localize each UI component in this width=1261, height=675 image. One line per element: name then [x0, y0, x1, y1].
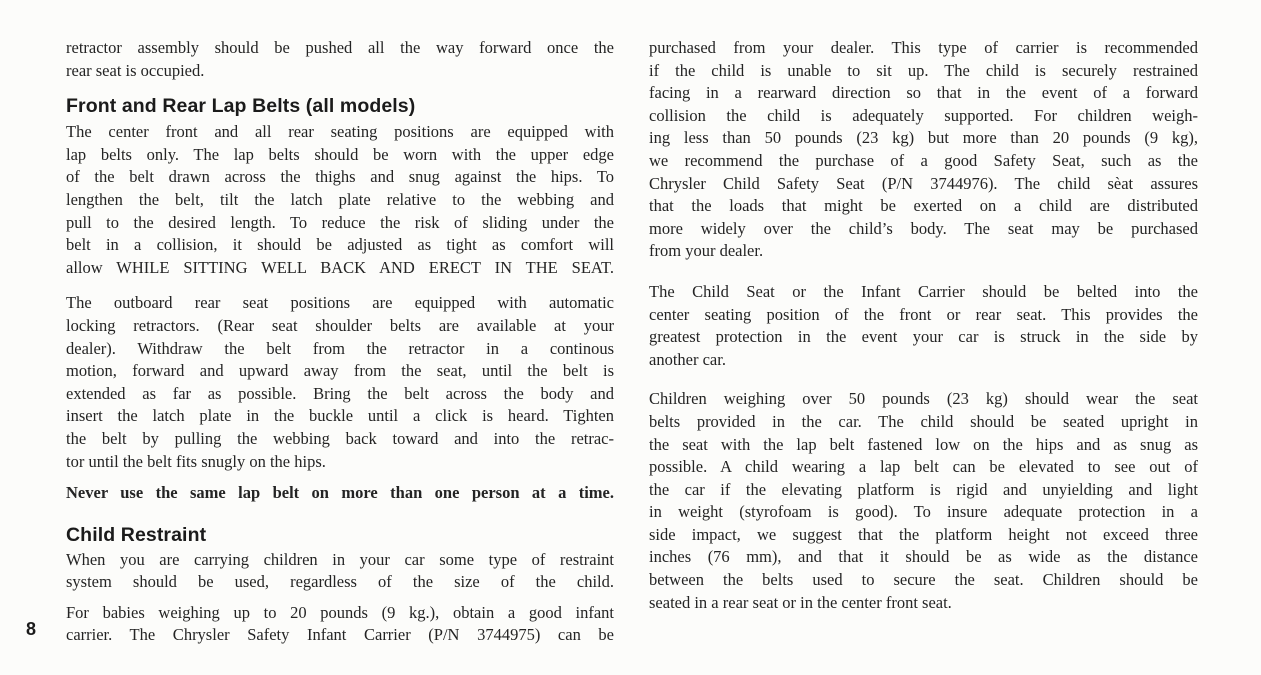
text-line: tor until the belt fits snugly on the hips. — [66, 451, 326, 471]
text-line: rear seat is occupied. — [66, 60, 205, 80]
text-line: Chrysler Child Safety Seat (P/N 3744976). The child sèat assures — [649, 173, 1198, 193]
text-line: ing less than 50 pounds (23 kg) but more than 20 pounds (9 kg), — [649, 128, 1198, 148]
text-line: the seat with the lap belt fastened low on the hips and as snug as — [649, 434, 1198, 454]
warning-paragraph — [66, 482, 614, 505]
text-line: that the loads that might be exerted on a child are distributed — [649, 196, 1198, 216]
text-line: of the belt drawn across the thighs and snug against the hips. To — [66, 167, 614, 187]
text-line: from your dealer. — [649, 241, 764, 261]
text-line: between the belts used to secure the seat. Children should be — [649, 570, 1198, 590]
section-heading-child-restraint: Child Restraint — [66, 523, 207, 546]
text-line: collision the child is adequately supported. For children weigh- — [649, 105, 1198, 125]
text-line: lap belts only. The lap belts should be worn with the upper edge — [66, 144, 614, 164]
left-column — [66, 37, 614, 647]
text-line: insert the latch plate in the buckle until a click is heard. Tighten — [66, 406, 614, 426]
text-line: Children weighing over 50 pounds (23 kg) should wear the seat — [649, 389, 1198, 409]
text-line: retractor assembly should be pushed all the way forward once the — [66, 38, 614, 57]
text-line: facing in a rearward direction so that in the event of a forward — [649, 83, 1198, 103]
text-line: The outboard rear seat positions are equipped with automatic — [66, 293, 614, 313]
text-line: motion, forward and upward away from the seat, until the belt is — [66, 361, 614, 381]
text-line: in weight (styrofoam is good). To insure adequate protection in a — [649, 502, 1198, 522]
text-line: dealer). Withdraw the belt from the retractor in a continous — [66, 338, 614, 358]
child-seat-position-paragraph — [649, 281, 1198, 371]
text-line: greatest protection in the event your car is struck in the side by — [649, 327, 1198, 347]
page-number: 8 — [26, 619, 37, 639]
older-children-paragraph — [649, 388, 1198, 614]
text-line: if the child is unable to sit up. The child is securely restrained — [649, 60, 1198, 80]
text-line: allow WHILE SITTING WELL BACK AND ERECT IN THE SEAT. — [66, 257, 614, 277]
text-line: side impact, we suggest that the platform height not exceed three — [649, 524, 1198, 544]
text-line: When you are carrying children in your car some type of restraint — [66, 549, 614, 569]
text-line: we recommend the purchase of a good Safety Seat, such as the — [649, 150, 1198, 170]
infant-carrier-paragraph — [649, 37, 1198, 263]
lap-belts-paragraph-1 — [66, 121, 614, 279]
text-line: lengthen the belt, tilt the latch plate relative to the webbing and — [66, 189, 614, 209]
text-line: more widely over the child’s body. The seat may be purchased — [649, 218, 1198, 238]
text-line: pull to the desired length. To reduce the risk of sliding under the — [66, 212, 614, 232]
text-line: locking retractors. (Rear seat shoulder belts are available at your — [66, 315, 614, 335]
section-heading-lap-belts: Front and Rear Lap Belts (all models) — [66, 95, 416, 118]
text-line: inches (76 mm), and that it should be as wide as the distance — [649, 547, 1198, 567]
text-line: system should be used, regardless of the size of the child. — [66, 572, 614, 592]
lap-belts-paragraph-2 — [66, 292, 614, 473]
text-line: another car. — [649, 349, 726, 369]
text-line: center seating position of the front or rear seat. This provides the — [649, 304, 1198, 324]
text-line: belts provided in the car. The child should be seated upright in — [649, 411, 1198, 431]
text-line: The center front and all rear seating positions are equipped with — [66, 122, 614, 142]
text-line: possible. A child wearing a lap belt can be elevated to see out of — [649, 457, 1198, 477]
child-restraint-paragraph-2 — [66, 602, 614, 647]
text-line: The Child Seat or the Infant Carrier should be belted into the — [649, 281, 1198, 301]
right-column — [649, 37, 1198, 614]
text-line: seated in a rear seat or in the center front seat. — [649, 592, 952, 612]
intro-paragraph — [66, 37, 614, 82]
text-line: belt in a collision, it should be adjusted as tight as comfort will — [66, 235, 614, 255]
text-line: the car if the elevating platform is rigid and unyielding and light — [649, 479, 1198, 499]
text-line: extended as far as possible. Bring the belt across the body and — [66, 383, 614, 403]
text-line: Never use the same lap belt on more than one person at a time. — [66, 483, 614, 503]
text-line: For babies weighing up to 20 pounds (9 kg.), obtain a good infant — [66, 602, 614, 622]
text-line: purchased from your dealer. This type of carrier is recommended — [649, 38, 1198, 57]
text-line: the belt by pulling the webbing back toward and into the retrac- — [66, 428, 614, 448]
child-restraint-paragraph-1 — [66, 549, 614, 594]
text-line: carrier. The Chrysler Safety Infant Carrier (P/N 3744975) can be — [66, 625, 614, 645]
